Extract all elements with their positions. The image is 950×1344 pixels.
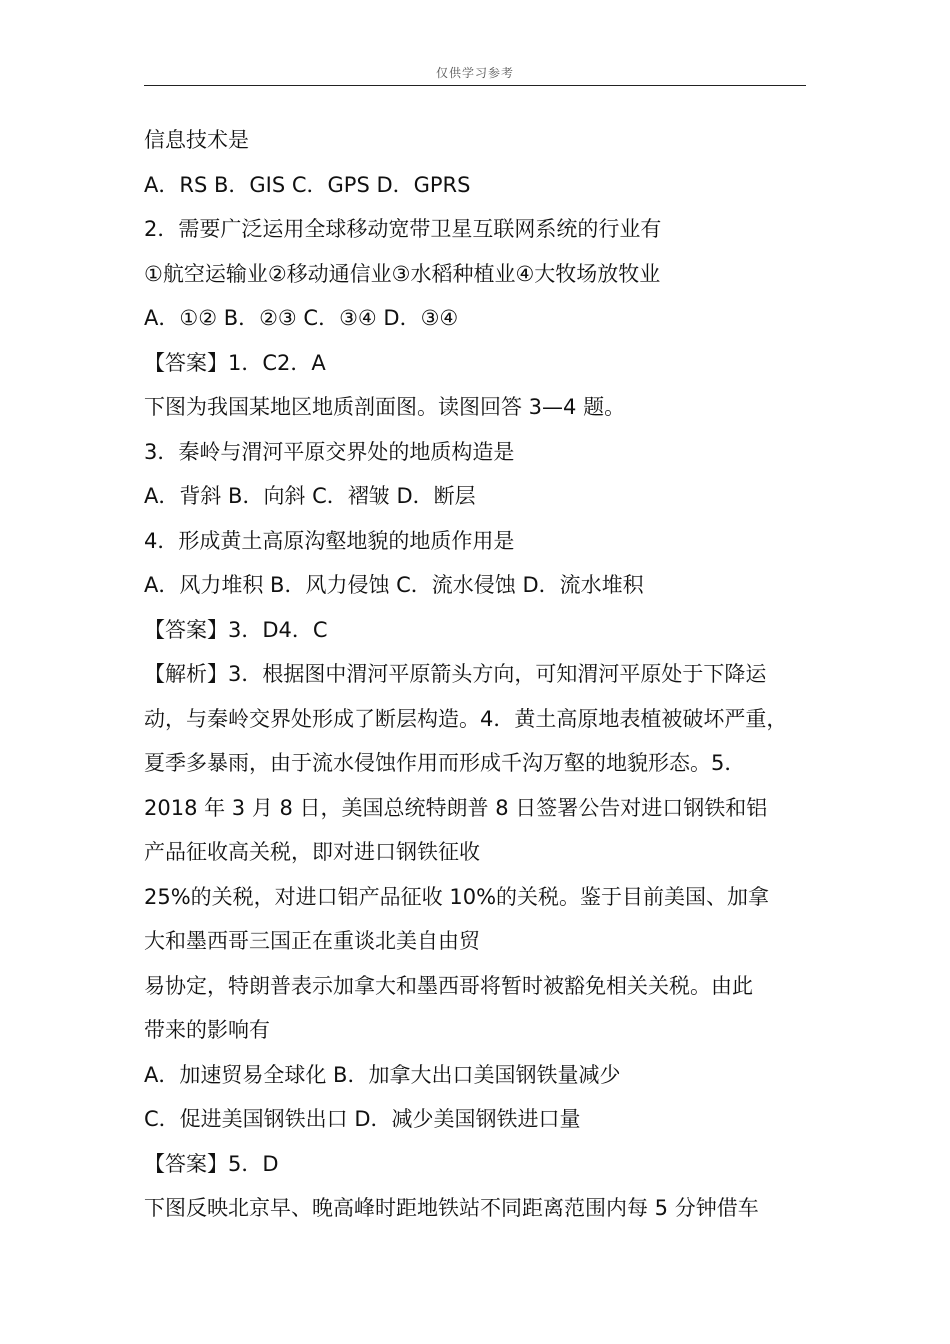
text-line: 易协定，特朗普表示加拿大和墨西哥将暂时被豁免相关关税。由此 <box>144 973 753 998</box>
text-line: A．背斜 B．向斜 C．褶皱 D．断层 <box>144 484 476 508</box>
text-line: ①航空运输业②移动通信业③水稻种植业④大牧场放牧业 <box>144 261 661 286</box>
text-line: 【答案】1．C2．A <box>144 350 326 375</box>
text-line: A．加速贸易全球化 B．加拿大出口美国钢铁量减少 <box>144 1062 621 1087</box>
text-line: 大和墨西哥三国正在重谈北美自由贸 <box>144 929 480 953</box>
text-line: A．①② B．②③ C．③④ D．③④ <box>144 306 459 330</box>
text-line: 下图反映北京早、晚高峰时距地铁站不同距离范围内每 5 分钟借车 <box>144 1196 759 1220</box>
page-header: 仅供学习参考 <box>435 66 514 80</box>
text-line: 动，与秦岭交界处形成了断层构造。4．黄土高原地表植被破坏严重， <box>144 706 788 731</box>
text-line: 25%的关税，对进口铝产品征收 10%的关税。鉴于目前美国、加拿 <box>144 884 770 909</box>
text-line: 夏季多暴雨，由于流水侵蚀作用而形成千沟万壑的地貌形态。5． <box>144 751 746 775</box>
text-line: 【解析】3．根据图中渭河平原箭头方向，可知渭河平原处于下降运 <box>144 662 767 686</box>
text-line: 信息技术是 <box>144 128 249 152</box>
text-line: 3．秦岭与渭河平原交界处的地质构造是 <box>144 439 515 464</box>
text-line: A．RS B．GIS C．GPS D．GPRS <box>144 172 471 197</box>
text-line: A．风力堆积 B．风力侵蚀 C．流水侵蚀 D．流水堆积 <box>144 573 644 597</box>
text-line: 2018 年 3 月 8 日，美国总统特朗普 8 日签署公告对进口钢铁和铝 <box>144 795 768 820</box>
text-line: 2．需要广泛运用全球移动宽带卫星互联网系统的行业有 <box>144 217 662 241</box>
text-line: 4．形成黄土高原沟壑地貌的地质作用是 <box>144 528 515 553</box>
text-line: 【答案】5．D <box>144 1151 279 1176</box>
text-line: 带来的影响有 <box>144 1018 270 1042</box>
text-line: 【答案】3．D4．C <box>144 617 328 642</box>
text-line: C．促进美国钢铁出口 D．减少美国钢铁进口量 <box>144 1107 581 1131</box>
header-rule <box>144 85 806 86</box>
document-body <box>144 118 806 1231</box>
text-line: 产品征收高关税，即对进口钢铁征收 <box>144 840 480 864</box>
text-line: 下图为我国某地区地质剖面图。读图回答 3—4 题。 <box>144 395 626 419</box>
